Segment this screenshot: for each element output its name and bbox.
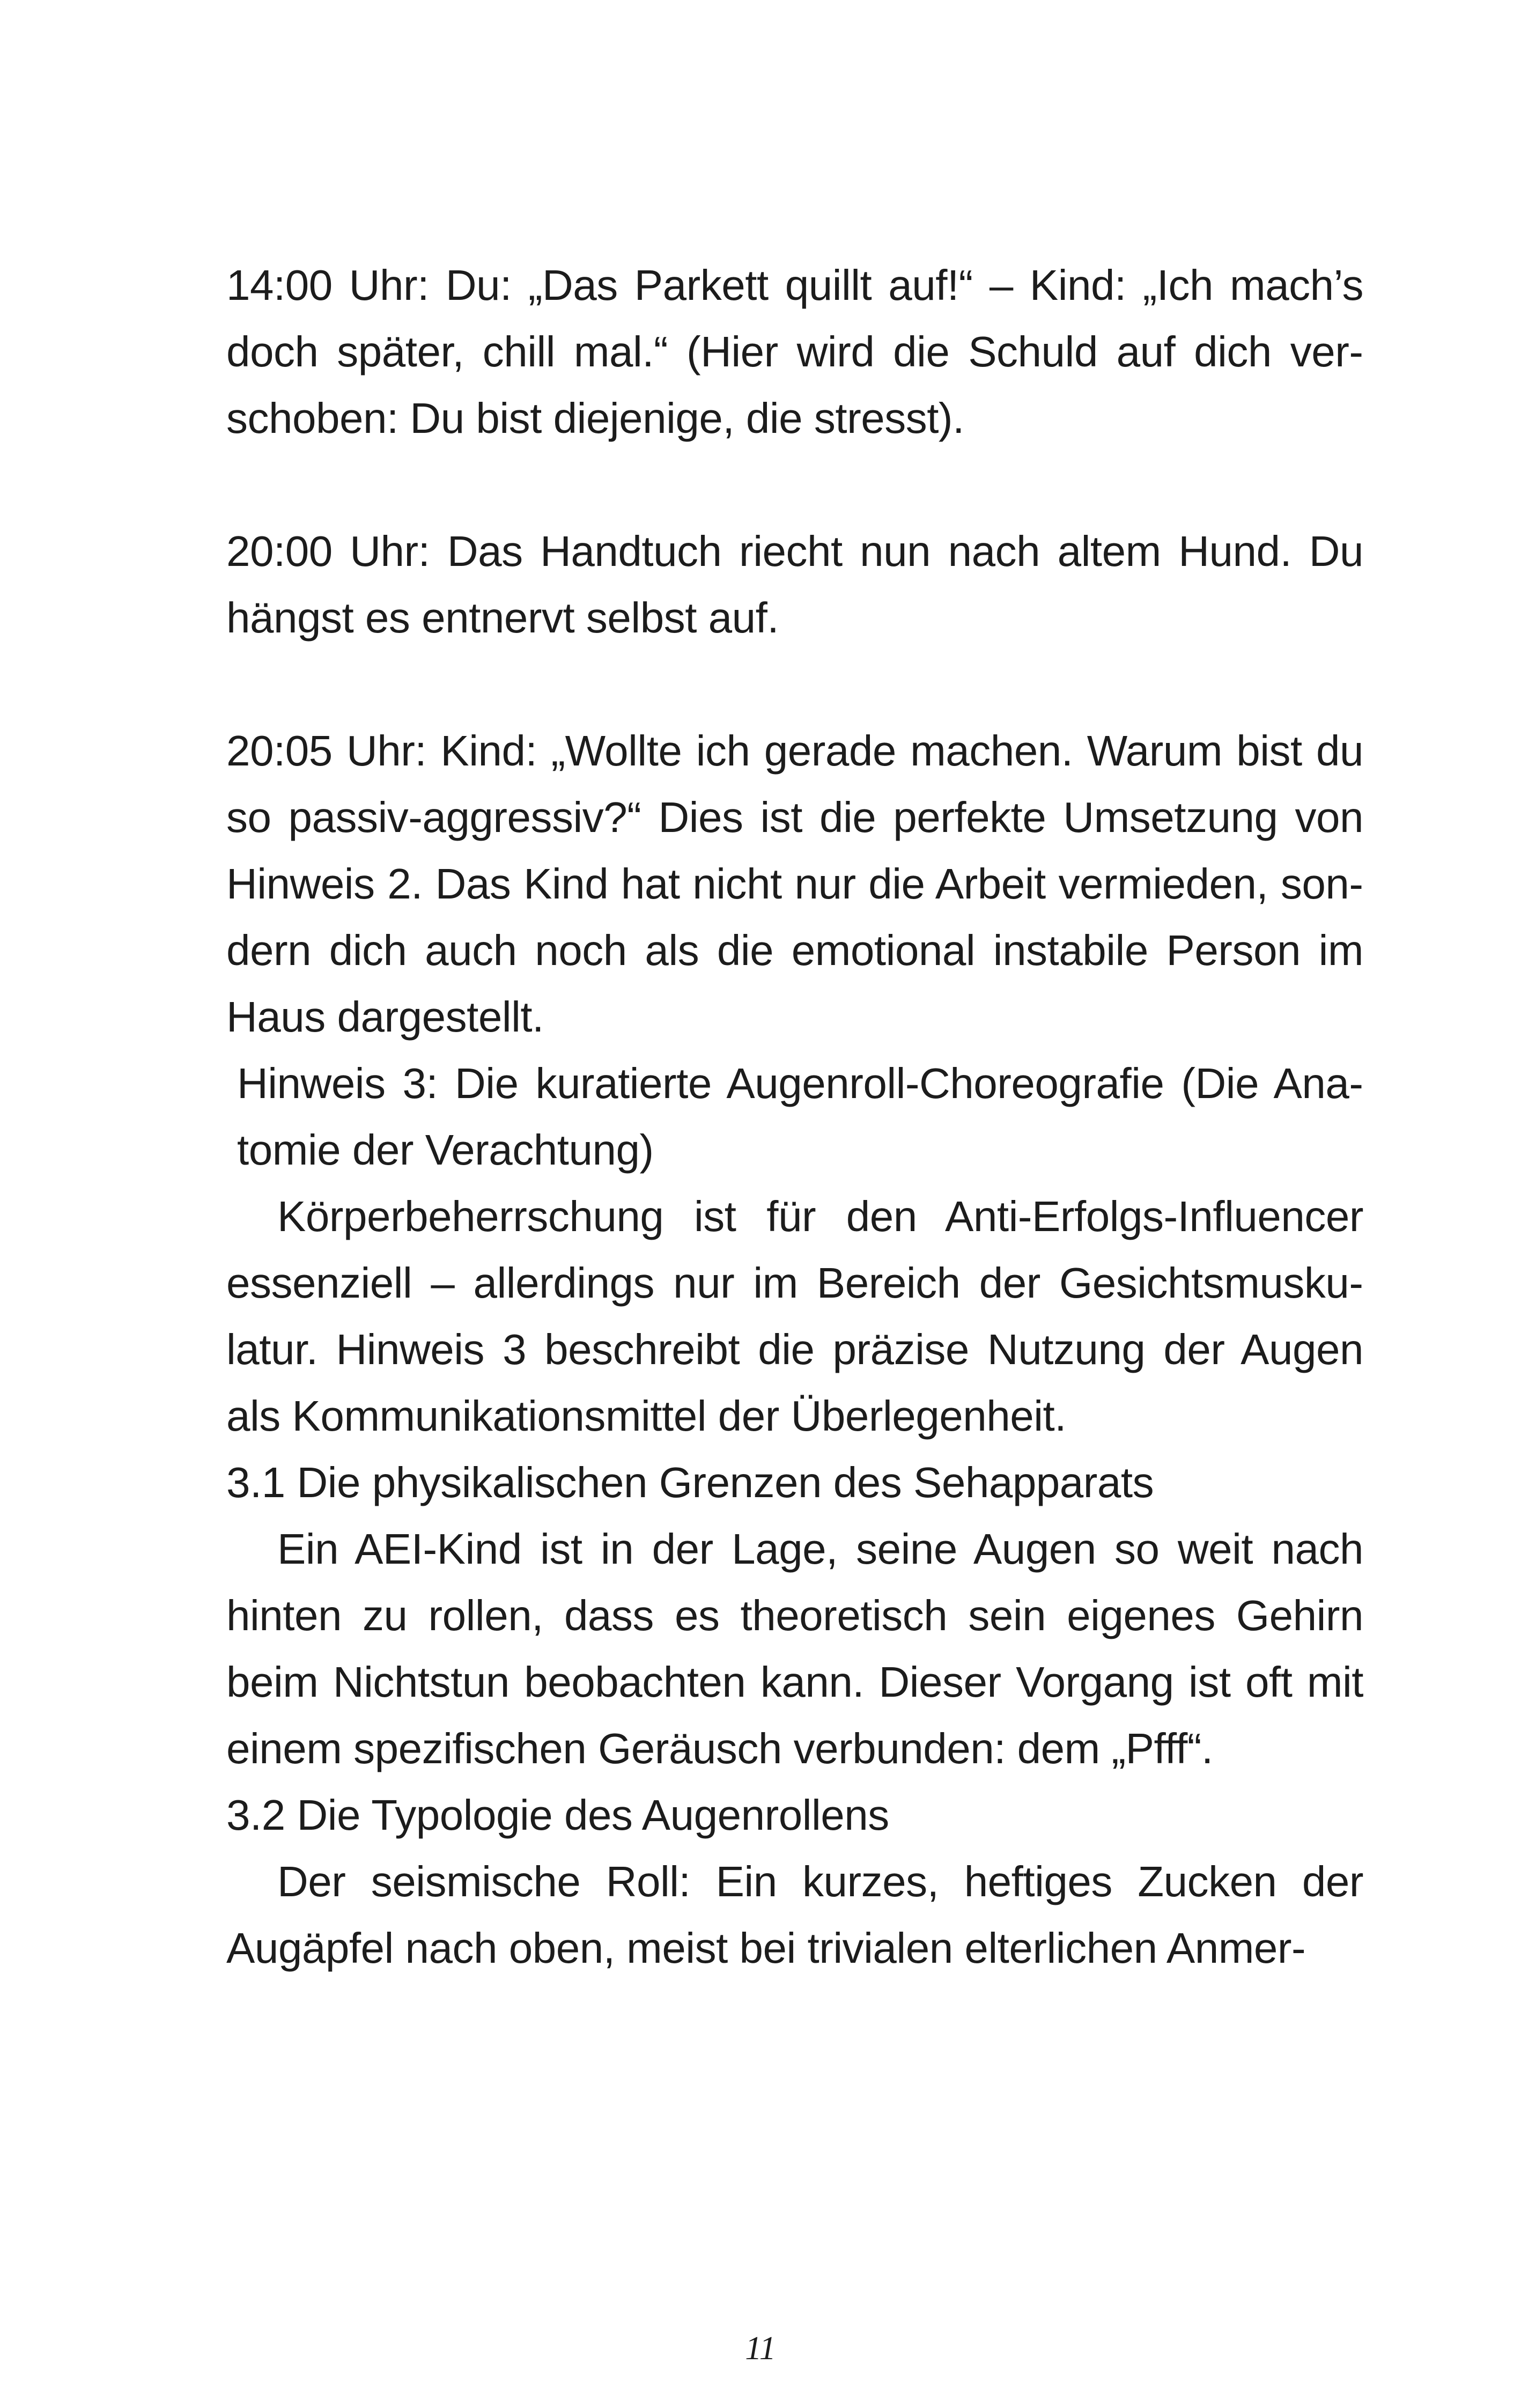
section-heading-hinweis-3: Hinweis 3: Die kuratierte Augenroll-Choreografie (Die Anatomie der Verachtung) bbox=[237, 1059, 1363, 1174]
section-body-3-2: Der seismische Roll: Ein kurzes, heftiges Zucken der Augäpfel nach oben, meist bei trivialen elterlichen Anmer- bbox=[226, 1858, 1363, 1972]
paragraph-1400-uhr: 14:00 Uhr: Du: „Das Parkett quillt auf!“ – Kind: „Ich mach’s doch später, chill mal.“ (Hier wird die Schuld auf dich verschoben: Du bist diejenige, die stresst). bbox=[226, 261, 1363, 442]
paragraph-2000-uhr: 20:00 Uhr: Das Handtuch riecht nun nach altem Hund. Du hängst es entnervt selbst auf. bbox=[226, 527, 1363, 642]
page-number: 11 bbox=[745, 2330, 776, 2367]
section-body-3-1: Ein AEI-Kind ist in der Lage, seine Augen so weit nach hinten zu rollen, dass es theoretisch sein eigenes Gehirn beim Nichtstun beobachten kann. Dieser Vorgang ist oft mit einem spezifischen Geräusch verbunden: dem „Pfff“. bbox=[226, 1525, 1363, 1772]
section-body-hinweis-3: Körperbeherrschung ist für den Anti-Erfolgs-Influencer essenziell – allerdings nur im Bereich der Gesichtsmuskulatur. Hinweis 3 beschreibt die präzise Nutzung der Augen als Kommunikationsmittel der Überlegenheit. bbox=[226, 1192, 1363, 1440]
section-heading-3-2: 3.2 Die Typologie des Augenrollens bbox=[226, 1791, 889, 1839]
section-heading-3-1: 3.1 Die physikalischen Grenzen des Sehapparats bbox=[226, 1459, 1154, 1506]
paragraph-2005-uhr: 20:05 Uhr: Kind: „Wollte ich gerade machen. Warum bist du so passiv-aggressiv?“ Dies ist die perfekte Umsetzung von Hinweis 2. Das Kind hat nicht nur die Arbeit vermieden, sondern dich auch noch als die emotional instabile Person im Haus dargestellt. bbox=[226, 727, 1363, 1041]
page-body-text bbox=[226, 252, 1363, 1982]
